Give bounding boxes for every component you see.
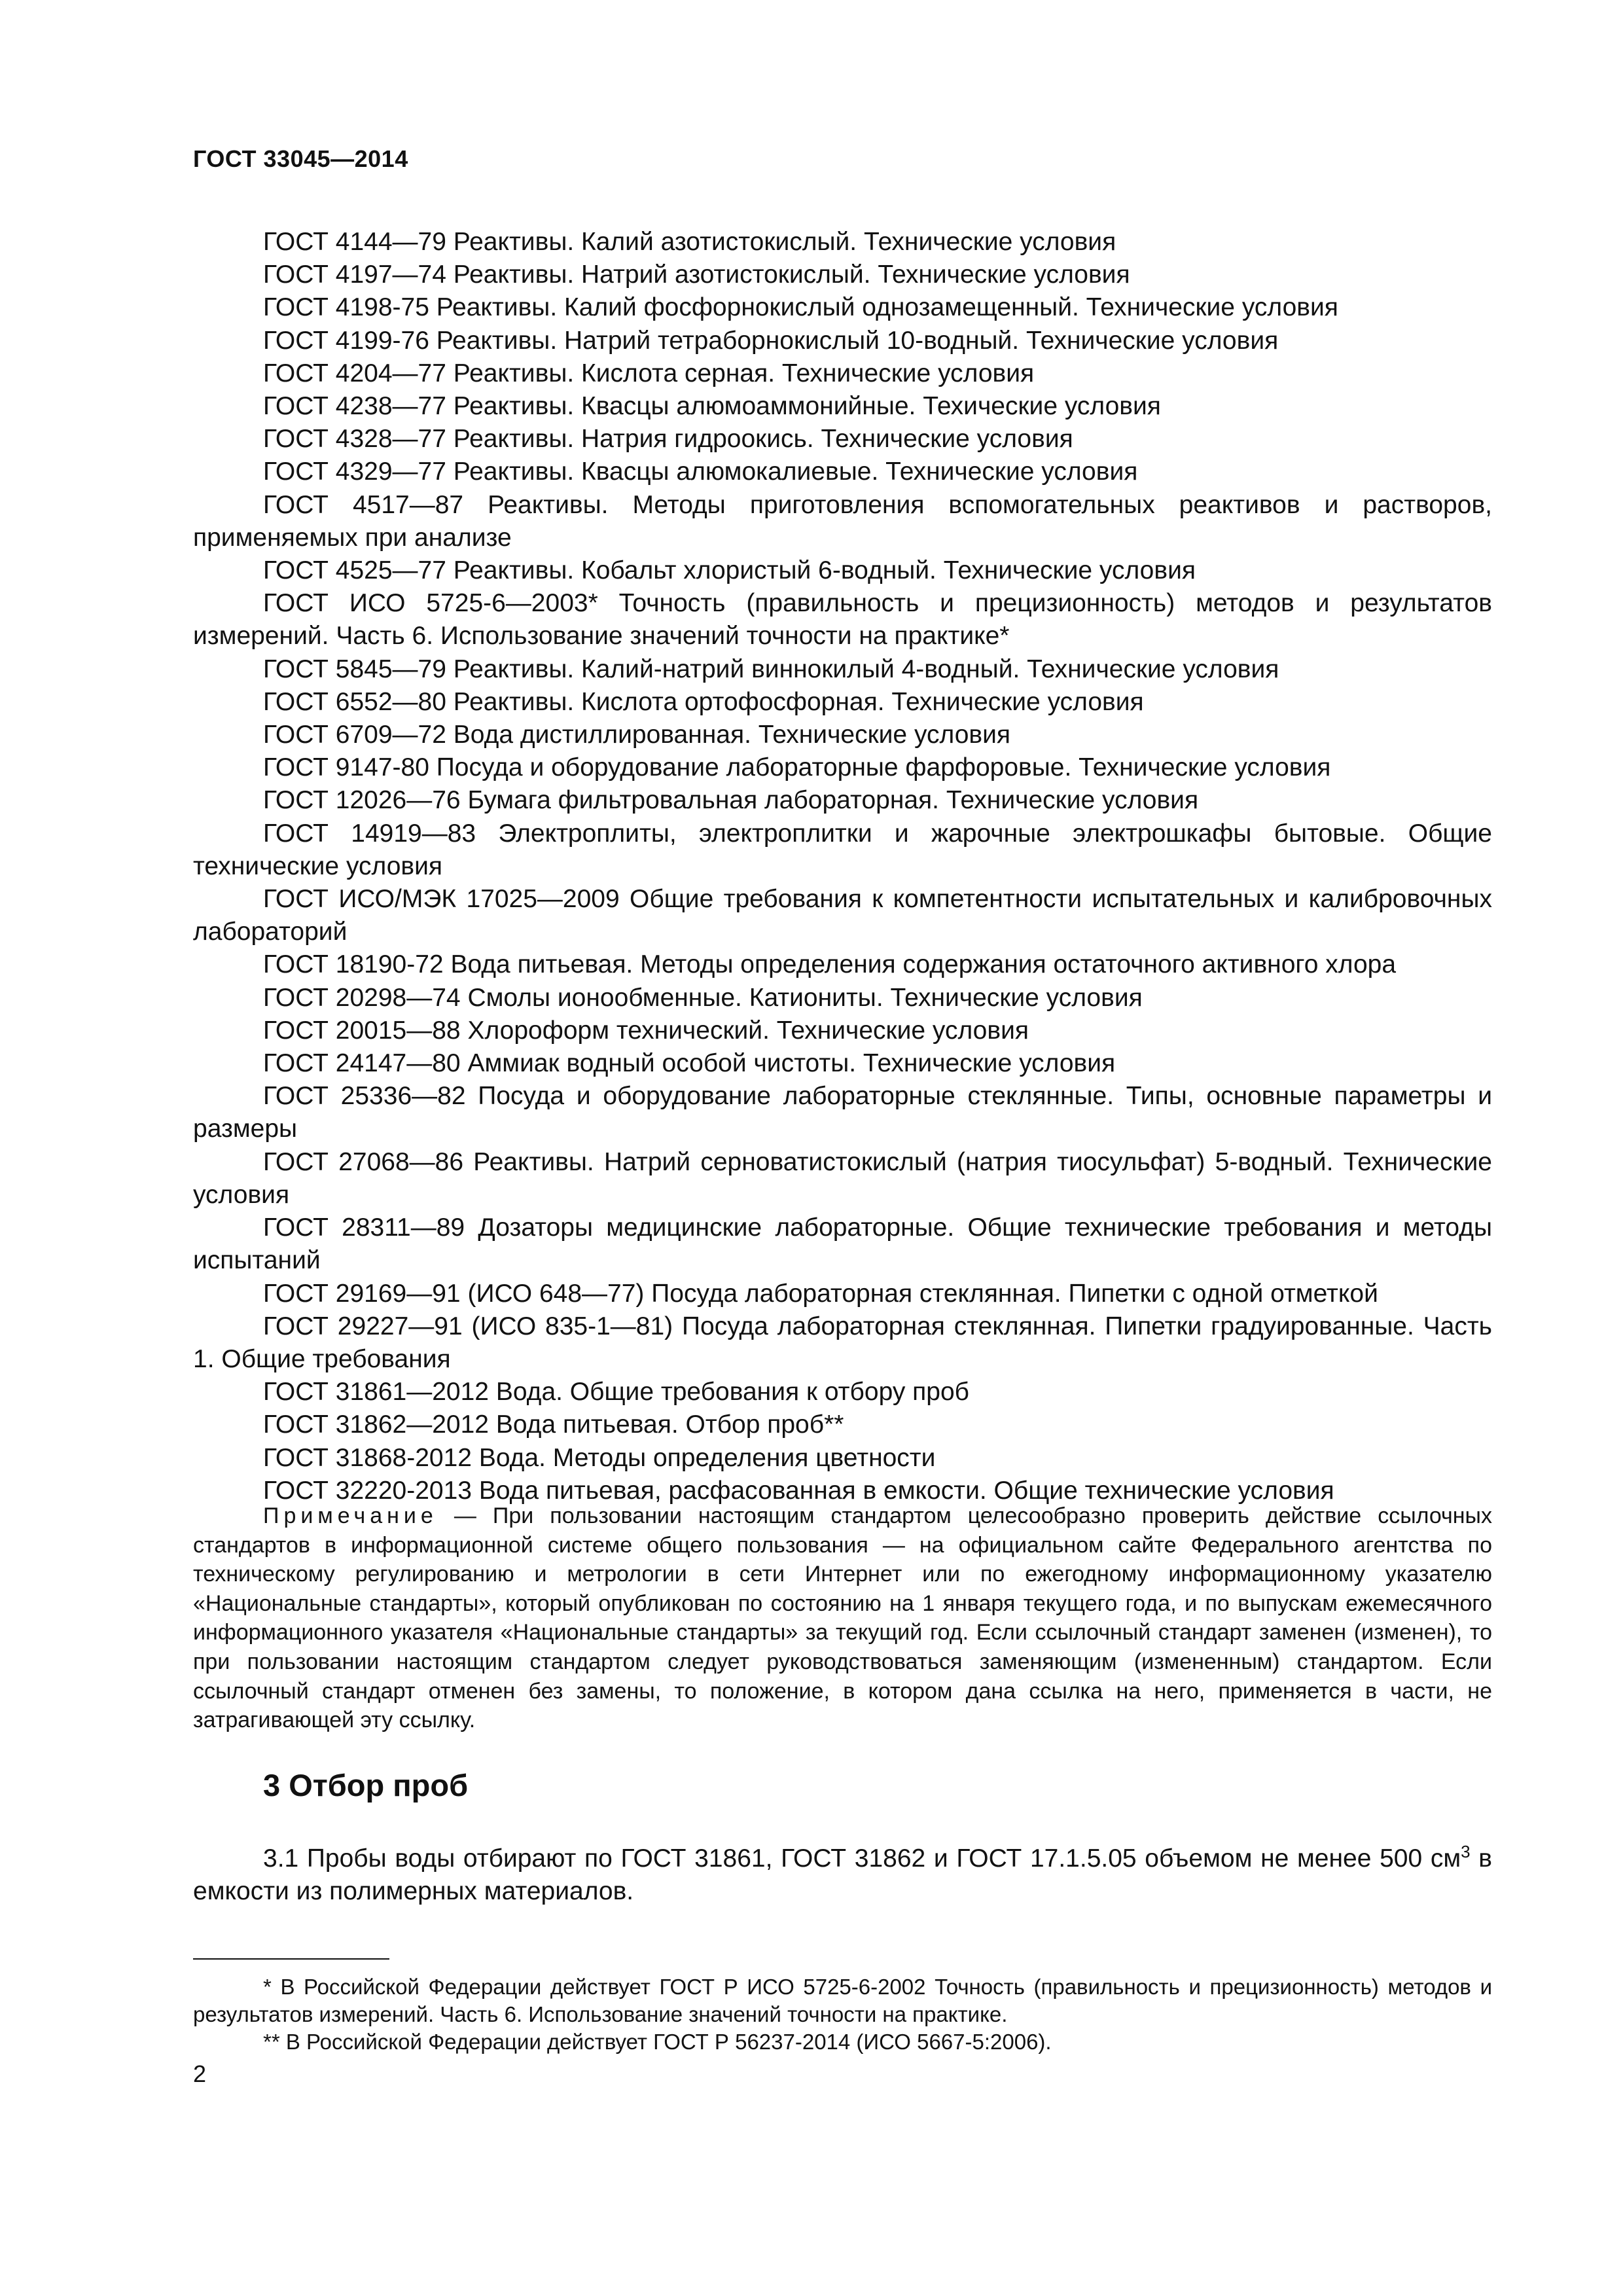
reference-entry: ГОСТ 18190-72 Вода питьевая. Методы определения содержания остаточного активного хлора [263, 950, 1397, 979]
reference-entry: ГОСТ 29227—91 (ИСО 835-1—81) Посуда лабораторная стеклянная. Пипетки градуированные. Часть 1. Общие требования [193, 1312, 1492, 1373]
reference-entry: ГОСТ 32220-2013 Вода питьевая, расфасованная в емкости. Общие технические условия [263, 1476, 1334, 1505]
reference-entry: ГОСТ 9147-80 Посуда и оборудование лабораторные фарфоровые. Технические условия [263, 753, 1331, 782]
footnote-entry: ** В Российской Федерации действует ГОСТ Р 56237-2014 (ИСО 5667-5:2006). [263, 2030, 1052, 2054]
reference-entry: ГОСТ 4525—77 Реактивы. Кобальт хлористый 6-водный. Технические условия [263, 556, 1196, 585]
reference-entry: ГОСТ ИСО 5725-6—2003* Точность (правильность и прецизионность) методов и результатов измерений. Часть 6. Использование значений точности на практике* [193, 589, 1492, 651]
section-title: 3 Отбор проб [263, 1768, 469, 1803]
reference-entry: ГОСТ 4329—77 Реактивы. Квасцы алюмокалиевые. Технические условия [263, 457, 1138, 486]
reference-entry: ГОСТ 29169—91 (ИСО 648—77) Посуда лабораторная стеклянная. Пипетки с одной отметкой [263, 1279, 1378, 1308]
note-paragraph [193, 1501, 1492, 1735]
paragraph-3-1-tail: в емкости из полимерных материалов. [193, 1844, 1493, 1905]
note-block [193, 1501, 1492, 1735]
reference-entry: ГОСТ 20298—74 Смолы ионообменные. Катиониты. Технические условия [263, 983, 1143, 1012]
note-text: — При пользовании настоящим стандартом целесообразно проверить действие ссылочных стандартов в информационной системе общего пользования — на официальном сайте Федерального агентства по техническому регулированию и метрологии в сети Интернет или по ежегодному информационному указателю «Национальные стандарты», который опубликован по состоянию на 1 января текущего года, и по выпускам ежемесячного информационного указателя «Национальные стандарты» за текущий год. Если ссылочный стандарт заменен (изменен), то при пользовании настоящим стандартом следует руководствоваться заменяющим (измененным) стандартом. Если ссылочный стандарт отменен без замены, то положение, в котором дана ссылка на него, применяется в части, не затрагивающей эту ссылку. [193, 1503, 1492, 1733]
reference-entry: ГОСТ 28311—89 Дозаторы медицинские лабораторные. Общие технические требования и методы испытаний [193, 1213, 1492, 1275]
unit-superscript: 3 [1461, 1842, 1471, 1861]
page-number: 2 [193, 2060, 207, 2087]
reference-entry: ГОСТ 31861—2012 Вода. Общие требования к отбору проб [263, 1378, 969, 1407]
note-lead: Примечание [263, 1503, 438, 1528]
footnote-divider [193, 1958, 389, 1960]
reference-entry: ГОСТ 24147—80 Аммиак водный особой чистоты. Технические условия [263, 1049, 1116, 1078]
normative-references-list [193, 226, 1492, 1507]
reference-entry: ГОСТ 31868-2012 Вода. Методы определения цветности [263, 1443, 936, 1472]
reference-entry: ГОСТ 4197—74 Реактивы. Натрий азотистокислый. Технические условия [263, 260, 1130, 289]
section-paragraph [193, 1842, 1492, 1908]
footnotes [193, 1973, 1492, 2056]
reference-entry: ГОСТ 27068—86 Реактивы. Натрий серноватистокислый (натрия тиосульфат) 5-водный. Технические условия [193, 1147, 1492, 1209]
reference-entry: ГОСТ 4238—77 Реактивы. Квасцы алюмоаммонийные. Техические условия [263, 392, 1161, 421]
reference-entry: ГОСТ 6709—72 Вода дистиллированная. Технические условия [263, 721, 1011, 749]
reference-entry: ГОСТ 25336—82 Посуда и оборудование лабораторные стеклянные. Типы, основные параметры и размеры [193, 1082, 1492, 1143]
paragraph-3-1-main: 3.1 Пробы воды отбирают по ГОСТ 31861, ГОСТ 31862 и ГОСТ 17.1.5.05 объемом не менее 500 см [263, 1844, 1461, 1873]
reference-entry: ГОСТ 31862—2012 Вода питьевая. Отбор проб** [263, 1410, 844, 1439]
reference-entry: ГОСТ ИСО/МЭК 17025—2009 Общие требования к компетентности испытательных и калибровочных лабораторий [193, 885, 1492, 946]
reference-entry: ГОСТ 12026—76 Бумага фильтровальная лабораторная. Технические условия [263, 786, 1199, 815]
reference-entry: ГОСТ 14919—83 Электроплиты, электроплитки и жарочные электрошкафы бытовые. Общие технические условия [193, 819, 1492, 880]
footnote-entry: * В Российской Федерации действует ГОСТ Р ИСО 5725-6-2002 Точность (правильность и прецизионность) методов и результатов измерений. Часть 6. Использование значений точности на практике. [193, 1975, 1492, 2026]
reference-entry: ГОСТ 4144—79 Реактивы. Калий азотистокислый. Технические условия [263, 228, 1116, 256]
reference-entry: ГОСТ 6552—80 Реактивы. Кислота ортофосфорная. Технические условия [263, 687, 1144, 716]
standard-header: ГОСТ 33045—2014 [193, 145, 408, 172]
reference-entry: ГОСТ 4199-76 Реактивы. Натрий тетраборнокислый 10-водный. Технические условия [263, 326, 1279, 355]
reference-entry: ГОСТ 4517—87 Реактивы. Методы приготовления вспомогательных реактивов и растворов, применяемых при анализе [193, 490, 1492, 552]
reference-entry: ГОСТ 4198-75 Реактивы. Калий фосфорнокислый однозамещенный. Технические условия [263, 293, 1338, 322]
reference-entry: ГОСТ 4328—77 Реактивы. Натрия гидроокись. Технические условия [263, 425, 1073, 454]
paragraph-3-1 [193, 1842, 1492, 1908]
reference-entry: ГОСТ 5845—79 Реактивы. Калий-натрий виннокилый 4-водный. Технические условия [263, 655, 1279, 683]
reference-entry: ГОСТ 20015—88 Хлороформ технический. Технические условия [263, 1016, 1029, 1045]
reference-entry: ГОСТ 4204—77 Реактивы. Кислота серная. Технические условия [263, 359, 1035, 387]
